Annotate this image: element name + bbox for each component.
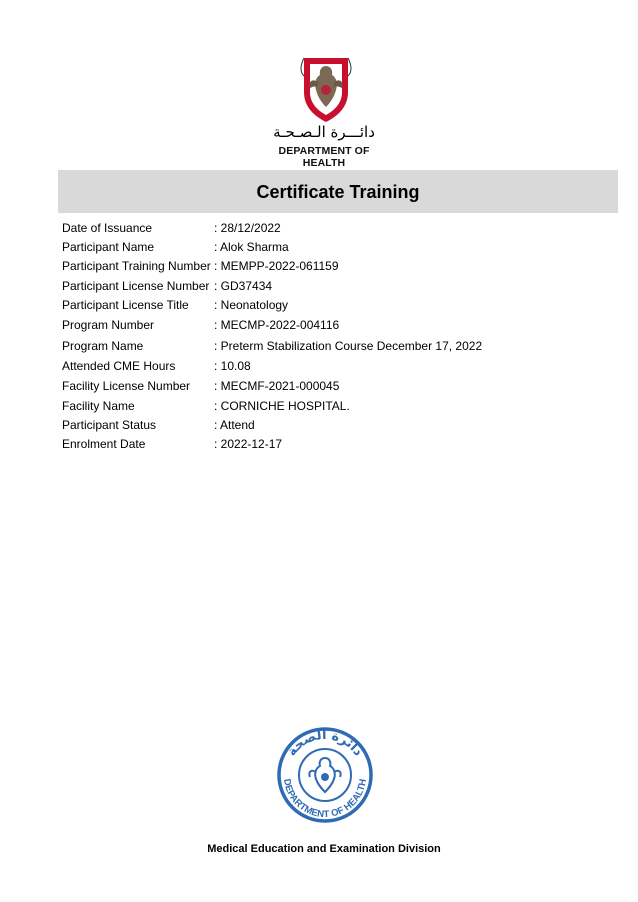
field-row-license-title (62, 298, 582, 316)
field-label: Participant Status (62, 418, 157, 432)
official-seal-icon (274, 726, 376, 824)
field-label: Program Name (62, 339, 144, 353)
field-value: : CORNICHE HOSPITAL. (214, 399, 350, 413)
field-row-participant-name (62, 240, 582, 258)
seal-arabic-text: دائرة الصحة (284, 727, 366, 760)
field-value: : MEMPP-2022-061159 (214, 259, 339, 273)
field-label: Facility License Number (62, 379, 191, 393)
field-row-cme-hours (62, 359, 582, 377)
field-value: : 10.08 (214, 359, 251, 373)
field-label: Participant Name (62, 240, 155, 254)
field-value: : 2022-12-17 (214, 437, 283, 451)
field-row-license-number (62, 279, 582, 297)
field-row-enrolment-date (62, 437, 582, 455)
title-band (58, 170, 618, 213)
field-value: : Preterm Stabilization Course December 17, 2022 (214, 339, 483, 353)
field-label: Participant License Title (62, 298, 189, 312)
field-value: : Neonatology (214, 298, 289, 312)
field-value: : GD37434 (214, 279, 273, 293)
field-label: Facility Name (62, 399, 135, 413)
certificate-title: Certificate Training (256, 182, 420, 202)
field-value: : Attend (214, 418, 255, 432)
field-value: : Alok Sharma (214, 240, 289, 254)
field-label: Participant License Number (62, 279, 210, 293)
field-label: Date of Issuance (62, 221, 153, 235)
field-row-training-number (62, 259, 582, 277)
field-row-participant-status (62, 418, 582, 436)
department-arabic-name: دائـــرة الـصـحـة (273, 123, 375, 141)
field-label: Program Number (62, 318, 155, 332)
field-label: Enrolment Date (62, 437, 146, 451)
field-value: : MECMP-2022-004116 (214, 318, 340, 332)
department-name: DEPARTMENT OF HEALTH (278, 145, 370, 169)
field-value: : 28/12/2022 (214, 221, 281, 235)
field-label: Participant Training Number (62, 259, 211, 273)
field-row-program-name (62, 339, 582, 357)
field-label: Attended CME Hours (62, 359, 176, 373)
field-row-date-of-issuance (62, 221, 582, 239)
field-value: : MECMF-2021-000045 (214, 379, 340, 393)
field-row-facility-license (62, 379, 582, 397)
field-row-program-number (62, 318, 582, 336)
falcon-emblem-icon (298, 52, 354, 124)
seal-english-text: DEPARTMENT OF HEALTH (281, 778, 369, 821)
field-row-facility-name (62, 399, 582, 417)
division-footer: Medical Education and Examination Division (207, 843, 441, 855)
